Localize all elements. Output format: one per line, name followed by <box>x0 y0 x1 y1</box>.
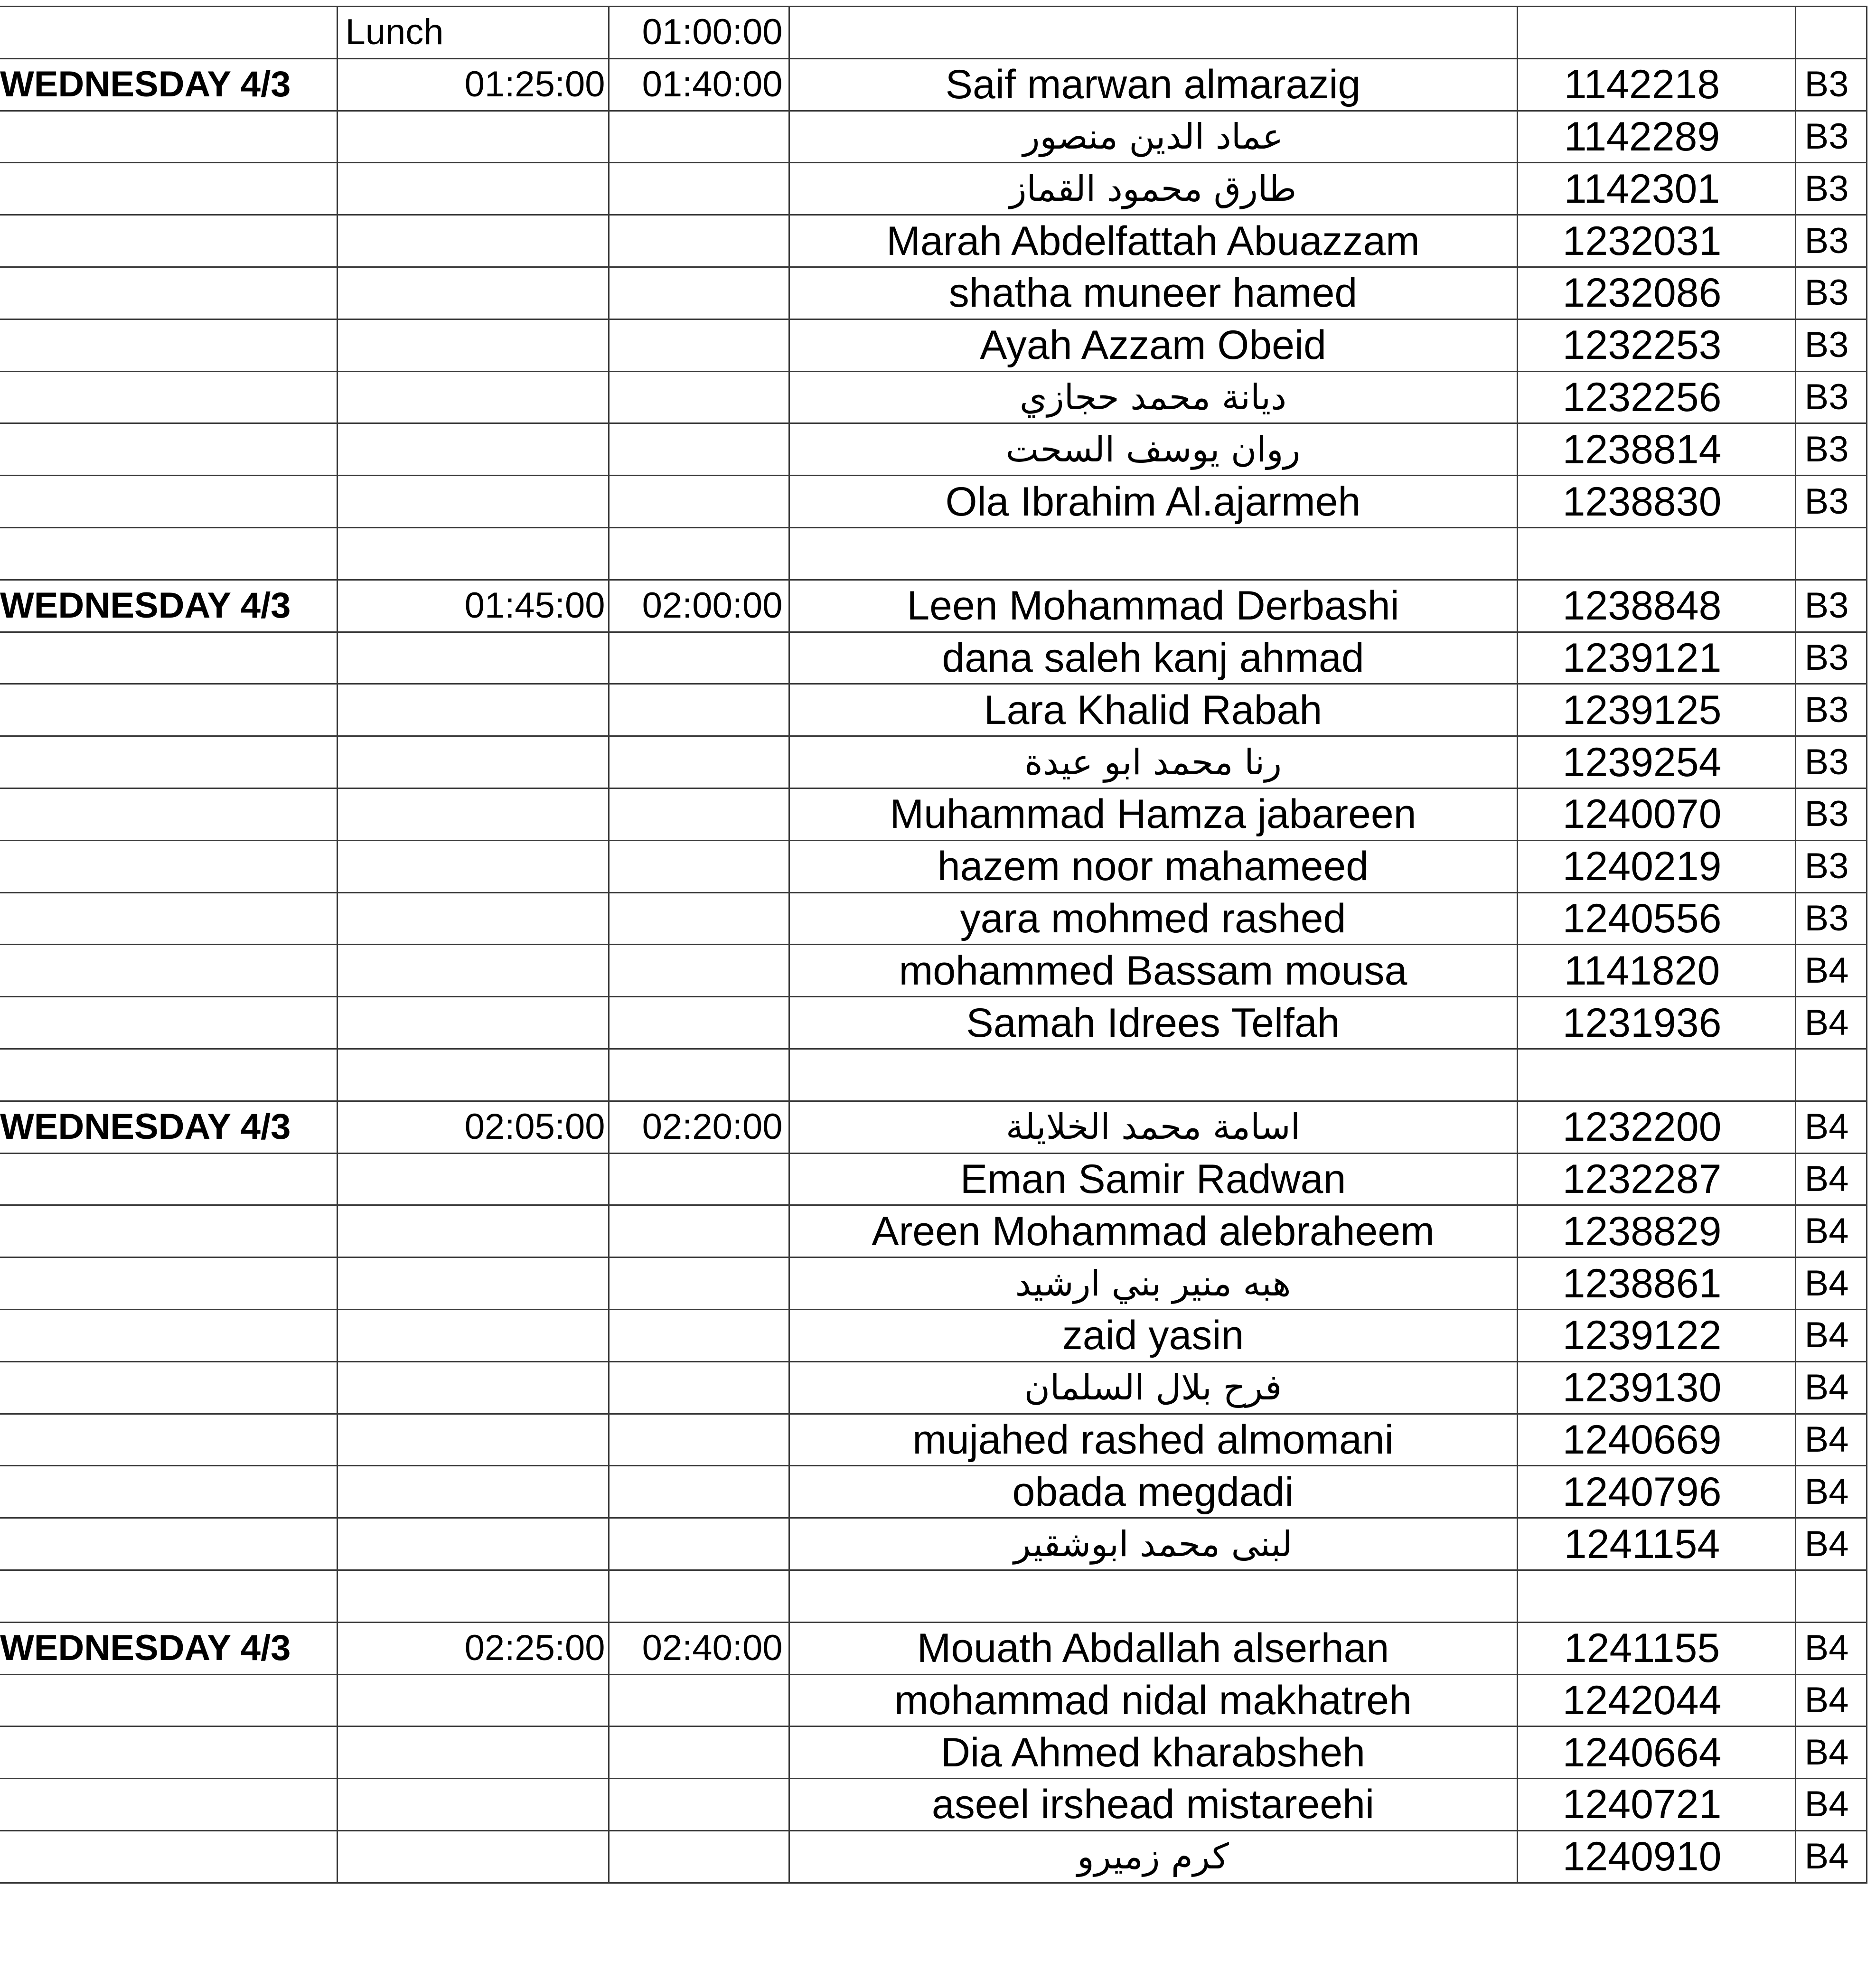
student-name-cell[interactable]: رنا محمد ابو عيدة <box>789 736 1517 788</box>
student-id-cell[interactable]: 1240664 <box>1517 1727 1795 1779</box>
student-row <box>0 319 1867 371</box>
empty-cell[interactable] <box>1517 1049 1795 1101</box>
student-row <box>0 267 1867 319</box>
student-id-cell[interactable]: 1238814 <box>1517 423 1795 476</box>
day-cell[interactable] <box>0 111 337 163</box>
student-id-cell[interactable]: 1241155 <box>1517 1622 1795 1674</box>
student-row <box>0 423 1867 476</box>
start-time-cell[interactable]: 02:25:00 <box>337 1622 609 1674</box>
section-cell[interactable]: B4 <box>1795 1830 1867 1883</box>
empty-cell[interactable] <box>609 527 789 580</box>
day-cell[interactable] <box>0 7 337 59</box>
student-row <box>0 997 1867 1049</box>
day-cell[interactable] <box>0 476 337 528</box>
student-name-cell[interactable]: عماد الدين منصور <box>789 111 1517 163</box>
section-cell[interactable]: B4 <box>1795 1622 1867 1674</box>
student-id-cell[interactable]: 1239254 <box>1517 736 1795 788</box>
student-id-cell[interactable]: 1232253 <box>1517 319 1795 371</box>
end-time-cell[interactable]: 02:20:00 <box>609 1101 789 1153</box>
day-cell[interactable] <box>0 215 337 267</box>
start-time-cell[interactable] <box>337 684 609 736</box>
student-row <box>0 892 1867 945</box>
student-name-cell[interactable]: Ayah Azzam Obeid <box>789 319 1517 371</box>
empty-cell[interactable] <box>1795 527 1867 580</box>
section-cell[interactable] <box>1795 7 1867 59</box>
student-name-cell[interactable]: Muhammad Hamza jabareen <box>789 788 1517 840</box>
student-row <box>0 58 1867 111</box>
section-cell[interactable]: B3 <box>1795 58 1867 111</box>
end-time-cell[interactable] <box>609 788 789 840</box>
day-cell[interactable] <box>0 1205 337 1257</box>
student-row <box>0 215 1867 267</box>
start-time-cell[interactable] <box>337 1153 609 1205</box>
day-cell[interactable] <box>0 267 337 319</box>
start-time-cell[interactable] <box>337 215 609 267</box>
student-id-cell[interactable]: 1239125 <box>1517 684 1795 736</box>
end-time-cell[interactable] <box>609 1518 789 1570</box>
end-time-cell[interactable]: 02:40:00 <box>609 1622 789 1674</box>
day-cell[interactable] <box>0 371 337 423</box>
day-cell[interactable]: WEDNESDAY 4/3 <box>0 1101 337 1153</box>
start-time-cell[interactable] <box>337 1466 609 1518</box>
end-time-cell[interactable] <box>609 1414 789 1466</box>
end-time-cell[interactable] <box>609 1727 789 1779</box>
empty-cell[interactable] <box>0 1570 337 1622</box>
section-cell[interactable]: B4 <box>1795 1361 1867 1414</box>
student-row <box>0 1205 1867 1257</box>
section-cell[interactable]: B3 <box>1795 580 1867 632</box>
start-time-cell[interactable] <box>337 736 609 788</box>
student-name-cell[interactable]: Dia Ahmed kharabsheh <box>789 1727 1517 1779</box>
student-name-cell[interactable]: hazem noor mahameed <box>789 840 1517 892</box>
student-id-cell[interactable]: 1241154 <box>1517 1518 1795 1570</box>
student-row <box>0 1153 1867 1205</box>
student-id-cell[interactable]: 1232031 <box>1517 215 1795 267</box>
student-name-cell[interactable]: هبه منير بني ارشيد <box>789 1257 1517 1310</box>
empty-cell[interactable] <box>337 1049 609 1101</box>
student-name-cell[interactable]: zaid yasin <box>789 1309 1517 1361</box>
start-time-cell[interactable] <box>337 1830 609 1883</box>
day-cell[interactable] <box>0 632 337 684</box>
day-cell[interactable] <box>0 1361 337 1414</box>
day-cell[interactable] <box>0 945 337 997</box>
section-cell[interactable]: B3 <box>1795 476 1867 528</box>
student-id-cell[interactable]: 1238829 <box>1517 1205 1795 1257</box>
student-row <box>0 1309 1867 1361</box>
student-name-cell[interactable]: Leen Mohammad Derbashi <box>789 580 1517 632</box>
student-id-cell[interactable]: 1240796 <box>1517 1466 1795 1518</box>
start-time-cell[interactable] <box>337 1727 609 1779</box>
start-time-cell[interactable] <box>337 892 609 945</box>
student-row <box>0 1830 1867 1883</box>
empty-cell[interactable] <box>0 527 337 580</box>
student-name-cell[interactable]: obada megdadi <box>789 1466 1517 1518</box>
spacer-row <box>0 1570 1867 1622</box>
end-time-cell[interactable] <box>609 840 789 892</box>
student-name-cell[interactable]: لبنى محمد ابوشقير <box>789 1518 1517 1570</box>
student-row <box>0 1674 1867 1727</box>
day-cell[interactable] <box>0 319 337 371</box>
student-row <box>0 945 1867 997</box>
student-id-cell[interactable]: 1142301 <box>1517 163 1795 215</box>
student-row <box>0 580 1867 632</box>
section-cell[interactable]: B3 <box>1795 111 1867 163</box>
student-id-cell[interactable]: 1141820 <box>1517 945 1795 997</box>
end-time-cell[interactable] <box>609 945 789 997</box>
student-id-cell[interactable]: 1232256 <box>1517 371 1795 423</box>
day-cell[interactable] <box>0 1257 337 1310</box>
empty-cell[interactable] <box>1795 1570 1867 1622</box>
section-cell[interactable]: B4 <box>1795 1518 1867 1570</box>
day-cell[interactable]: WEDNESDAY 4/3 <box>0 58 337 111</box>
day-cell[interactable] <box>0 1153 337 1205</box>
empty-cell[interactable] <box>609 1049 789 1101</box>
end-time-cell[interactable] <box>609 684 789 736</box>
student-name-cell[interactable]: Ola Ibrahim Al.ajarmeh <box>789 476 1517 528</box>
end-time-cell[interactable] <box>609 371 789 423</box>
student-id-cell[interactable]: 1240910 <box>1517 1830 1795 1883</box>
end-time-cell[interactable] <box>609 1779 789 1831</box>
day-cell[interactable] <box>0 1674 337 1727</box>
start-time-cell[interactable] <box>337 1361 609 1414</box>
end-time-cell[interactable] <box>609 423 789 476</box>
student-row <box>0 1518 1867 1570</box>
empty-cell[interactable] <box>789 1570 1517 1622</box>
student-name-cell[interactable]: mujahed rashed almomani <box>789 1414 1517 1466</box>
section-cell[interactable]: B4 <box>1795 1414 1867 1466</box>
student-row <box>0 476 1867 528</box>
end-time-cell[interactable] <box>609 163 789 215</box>
lunch-label[interactable]: Lunch <box>337 7 609 59</box>
section-cell[interactable]: B4 <box>1795 1153 1867 1205</box>
student-row <box>0 632 1867 684</box>
day-cell[interactable] <box>0 1309 337 1361</box>
empty-cell[interactable] <box>789 1049 1517 1101</box>
day-cell[interactable]: WEDNESDAY 4/3 <box>0 580 337 632</box>
id-cell[interactable] <box>1517 7 1795 59</box>
start-time-cell[interactable] <box>337 371 609 423</box>
section-cell[interactable]: B4 <box>1795 1674 1867 1727</box>
start-time-cell[interactable] <box>337 1779 609 1831</box>
student-name-cell[interactable]: Samah Idrees Telfah <box>789 997 1517 1049</box>
empty-cell[interactable] <box>609 1570 789 1622</box>
start-time-cell[interactable] <box>337 632 609 684</box>
schedule-table <box>0 6 1867 1884</box>
end-time-cell[interactable] <box>609 111 789 163</box>
student-name-cell[interactable]: shatha muneer hamed <box>789 267 1517 319</box>
empty-cell[interactable] <box>337 1570 609 1622</box>
section-cell[interactable]: B4 <box>1795 945 1867 997</box>
student-name-cell[interactable]: اسامة محمد الخلايلة <box>789 1101 1517 1153</box>
end-time-cell[interactable] <box>609 267 789 319</box>
end-time-cell[interactable] <box>609 1830 789 1883</box>
student-id-cell[interactable]: 1232086 <box>1517 267 1795 319</box>
student-id-cell[interactable]: 1238861 <box>1517 1257 1795 1310</box>
student-id-cell[interactable]: 1232200 <box>1517 1101 1795 1153</box>
empty-cell[interactable] <box>1517 1570 1795 1622</box>
start-time-cell[interactable]: 01:45:00 <box>337 580 609 632</box>
day-cell[interactable] <box>0 423 337 476</box>
student-name-cell[interactable]: طارق محمود القماز <box>789 163 1517 215</box>
day-cell[interactable] <box>0 892 337 945</box>
student-row <box>0 163 1867 215</box>
student-row <box>0 684 1867 736</box>
section-cell[interactable]: B3 <box>1795 632 1867 684</box>
day-cell[interactable] <box>0 840 337 892</box>
start-time-cell[interactable] <box>337 1205 609 1257</box>
section-cell[interactable]: B3 <box>1795 736 1867 788</box>
student-name-cell[interactable]: ديانة محمد حجازي <box>789 371 1517 423</box>
student-row <box>0 371 1867 423</box>
section-cell[interactable]: B3 <box>1795 371 1867 423</box>
student-row <box>0 1622 1867 1674</box>
day-cell[interactable] <box>0 997 337 1049</box>
section-cell[interactable]: B4 <box>1795 1466 1867 1518</box>
empty-cell[interactable] <box>1795 1049 1867 1101</box>
start-time-cell[interactable] <box>337 163 609 215</box>
student-row <box>0 1466 1867 1518</box>
student-row <box>0 1414 1867 1466</box>
day-cell[interactable] <box>0 1466 337 1518</box>
start-time-cell[interactable] <box>337 319 609 371</box>
day-cell[interactable] <box>0 1779 337 1831</box>
start-time-cell[interactable] <box>337 1257 609 1310</box>
day-cell[interactable] <box>0 1830 337 1883</box>
spacer-row <box>0 1049 1867 1101</box>
section-cell[interactable]: B3 <box>1795 215 1867 267</box>
student-row <box>0 736 1867 788</box>
day-cell[interactable] <box>0 788 337 840</box>
day-cell[interactable] <box>0 1518 337 1570</box>
student-name-cell[interactable]: aseel irshead mistareehi <box>789 1779 1517 1831</box>
student-row <box>0 788 1867 840</box>
start-time-cell[interactable]: 01:25:00 <box>337 58 609 111</box>
student-name-cell[interactable]: فرح بلال السلمان <box>789 1361 1517 1414</box>
end-time-cell[interactable] <box>609 632 789 684</box>
end-time-cell[interactable]: 02:00:00 <box>609 580 789 632</box>
end-time-cell[interactable] <box>609 476 789 528</box>
end-time-cell[interactable] <box>609 1153 789 1205</box>
start-time-cell[interactable] <box>337 267 609 319</box>
section-cell[interactable]: B3 <box>1795 163 1867 215</box>
student-id-cell[interactable]: 1238830 <box>1517 476 1795 528</box>
day-cell[interactable] <box>0 163 337 215</box>
student-id-cell[interactable]: 1239130 <box>1517 1361 1795 1414</box>
start-time-cell[interactable] <box>337 840 609 892</box>
student-id-cell[interactable]: 1142218 <box>1517 58 1795 111</box>
student-name-cell[interactable]: كرم زميرو <box>789 1830 1517 1883</box>
section-cell[interactable]: B3 <box>1795 684 1867 736</box>
student-name-cell[interactable]: Mouath Abdallah alserhan <box>789 1622 1517 1674</box>
end-time-cell[interactable] <box>609 736 789 788</box>
student-name-cell[interactable]: dana saleh kanj ahmad <box>789 632 1517 684</box>
end-time-cell[interactable]: 01:40:00 <box>609 58 789 111</box>
section-cell[interactable]: B4 <box>1795 1309 1867 1361</box>
student-id-cell[interactable]: 1240070 <box>1517 788 1795 840</box>
student-name-cell[interactable]: Areen Mohammad alebraheem <box>789 1205 1517 1257</box>
start-time-cell[interactable] <box>337 997 609 1049</box>
student-name-cell[interactable]: mohammed Bassam mousa <box>789 945 1517 997</box>
student-id-cell[interactable]: 1238848 <box>1517 580 1795 632</box>
student-id-cell[interactable]: 1240669 <box>1517 1414 1795 1466</box>
end-time-cell[interactable] <box>609 997 789 1049</box>
start-time-cell[interactable] <box>337 111 609 163</box>
student-name-cell[interactable]: Marah Abdelfattah Abuazzam <box>789 215 1517 267</box>
student-name-cell[interactable]: Lara Khalid Rabah <box>789 684 1517 736</box>
day-cell[interactable] <box>0 1727 337 1779</box>
section-cell[interactable]: B4 <box>1795 997 1867 1049</box>
section-cell[interactable]: B3 <box>1795 788 1867 840</box>
day-cell[interactable] <box>0 684 337 736</box>
section-cell[interactable]: B4 <box>1795 1727 1867 1779</box>
student-name-cell[interactable]: yara mohmed rashed <box>789 892 1517 945</box>
section-cell[interactable]: B3 <box>1795 840 1867 892</box>
spacer-row <box>0 527 1867 580</box>
section-cell[interactable]: B3 <box>1795 267 1867 319</box>
student-name-cell[interactable]: روان يوسف السحت <box>789 423 1517 476</box>
start-time-cell[interactable] <box>337 1674 609 1727</box>
student-row <box>0 1779 1867 1831</box>
student-id-cell[interactable]: 1239122 <box>1517 1309 1795 1361</box>
section-cell[interactable]: B4 <box>1795 1257 1867 1310</box>
end-time-cell[interactable] <box>609 892 789 945</box>
section-cell[interactable]: B4 <box>1795 1779 1867 1831</box>
empty-cell[interactable] <box>337 527 609 580</box>
end-time-cell[interactable] <box>609 215 789 267</box>
start-time-cell[interactable] <box>337 1309 609 1361</box>
end-time-cell[interactable] <box>609 1361 789 1414</box>
student-row <box>0 111 1867 163</box>
section-cell[interactable]: B3 <box>1795 319 1867 371</box>
student-name-cell[interactable]: Saif marwan almarazig <box>789 58 1517 111</box>
student-id-cell[interactable]: 1240556 <box>1517 892 1795 945</box>
empty-cell[interactable] <box>1517 527 1795 580</box>
start-time-cell[interactable]: 02:05:00 <box>337 1101 609 1153</box>
student-row <box>0 1727 1867 1779</box>
student-id-cell[interactable]: 1142289 <box>1517 111 1795 163</box>
day-cell[interactable] <box>0 1414 337 1466</box>
empty-cell[interactable] <box>789 527 1517 580</box>
student-id-cell[interactable]: 1231936 <box>1517 997 1795 1049</box>
student-id-cell[interactable]: 1242044 <box>1517 1674 1795 1727</box>
start-time-cell[interactable] <box>337 1518 609 1570</box>
end-time-cell[interactable] <box>609 1205 789 1257</box>
section-cell[interactable]: B4 <box>1795 1205 1867 1257</box>
end-time-cell[interactable] <box>609 1257 789 1310</box>
student-id-cell[interactable]: 1240219 <box>1517 840 1795 892</box>
lunch-row <box>0 7 1867 59</box>
student-row <box>0 1257 1867 1310</box>
student-id-cell[interactable]: 1232287 <box>1517 1153 1795 1205</box>
lunch-duration[interactable]: 01:00:00 <box>609 7 789 59</box>
end-time-cell[interactable] <box>609 1674 789 1727</box>
student-name-cell[interactable]: Eman Samir Radwan <box>789 1153 1517 1205</box>
student-row <box>0 1361 1867 1414</box>
student-row <box>0 1101 1867 1153</box>
student-name-cell[interactable]: mohammad nidal makhatreh <box>789 1674 1517 1727</box>
start-time-cell[interactable] <box>337 1414 609 1466</box>
start-time-cell[interactable] <box>337 945 609 997</box>
section-cell[interactable]: B3 <box>1795 423 1867 476</box>
day-cell[interactable]: WEDNESDAY 4/3 <box>0 1622 337 1674</box>
student-id-cell[interactable]: 1239121 <box>1517 632 1795 684</box>
start-time-cell[interactable] <box>337 788 609 840</box>
name-cell[interactable] <box>789 7 1517 59</box>
section-cell[interactable]: B4 <box>1795 1101 1867 1153</box>
start-time-cell[interactable] <box>337 423 609 476</box>
student-id-cell[interactable]: 1240721 <box>1517 1779 1795 1831</box>
schedule-body <box>0 7 1867 1883</box>
day-cell[interactable] <box>0 736 337 788</box>
end-time-cell[interactable] <box>609 1466 789 1518</box>
empty-cell[interactable] <box>0 1049 337 1101</box>
end-time-cell[interactable] <box>609 1309 789 1361</box>
section-cell[interactable]: B3 <box>1795 892 1867 945</box>
student-row <box>0 840 1867 892</box>
end-time-cell[interactable] <box>609 319 789 371</box>
start-time-cell[interactable] <box>337 476 609 528</box>
